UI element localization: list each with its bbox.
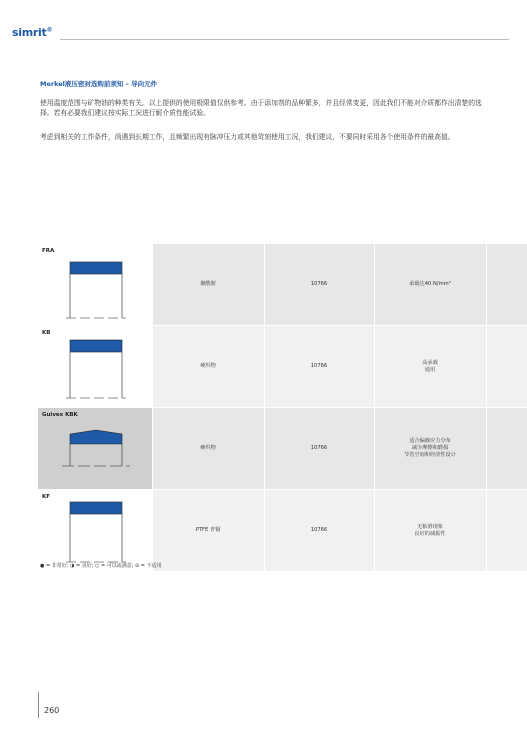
- material-cell: 硬织物: [200, 363, 216, 369]
- profile-diagram-icon: [38, 244, 152, 325]
- material-cell: 硬织物: [200, 445, 216, 451]
- number-cell: 10766: [310, 281, 328, 287]
- profile-cell: [38, 326, 152, 407]
- note-cell: 无粘滑现象 良好的减振性: [414, 523, 446, 537]
- col-divider: [486, 490, 487, 571]
- section-title: Merkel液压密封选购前须知 – 导向元件: [40, 80, 158, 88]
- material-cell: 聚酰胺: [200, 281, 216, 287]
- paragraph-1: 使用温度范围与矿物油的种类有关。以上提供的使用极限值仅供参考。由于添加剂的品种繁多，并且经常变更，因此我们不能对介质都作出清楚的选择。若有必要我们建议按实际工况进行耐介质性能试验。: [40, 99, 482, 117]
- col-divider: [486, 244, 487, 325]
- table-row: [38, 490, 527, 572]
- note-cell: 适合偏载应力分布 减少摩擦和磨损 节省空间和经济性设计: [404, 438, 456, 458]
- profile-diagram-icon: [38, 326, 152, 407]
- table-row: [38, 244, 527, 326]
- table-row: [38, 326, 527, 408]
- footer-rule: [38, 692, 39, 718]
- profile-label: KF: [42, 494, 51, 500]
- guide-element-table: [38, 244, 527, 572]
- profile-cell: [38, 244, 152, 325]
- header-rule: [60, 39, 509, 40]
- number-cell: 10766: [310, 527, 328, 533]
- page-number: 260: [44, 706, 60, 715]
- profile-cell: [38, 490, 152, 571]
- col-divider: [486, 326, 487, 407]
- material-cell: PTFE 青铜: [195, 527, 221, 533]
- table-row: [38, 408, 527, 490]
- profile-label: KB: [42, 330, 51, 336]
- legend: ● = 非常好; ◑ = 良好; ○ = 可以或满意; ⊖ = 不适用: [40, 563, 162, 569]
- profile-label: Guivex KBK: [42, 412, 78, 418]
- note-cell: 承载达40 N/mm²: [409, 281, 451, 287]
- paragraph-2: 考虑到相关的工作条件，尚遇到长期工作，且频繁出现有脉冲压力或其他苛刻使用工况，我们建议，不要同时采用各个使用条件的最高值。: [40, 133, 455, 141]
- profile-cell: [38, 408, 152, 489]
- number-cell: 10766: [310, 445, 328, 451]
- profile-label: FRA: [42, 248, 55, 254]
- number-cell: 10766: [310, 363, 328, 369]
- profile-diagram-icon: [38, 490, 152, 571]
- convex-profile-diagram-icon: [38, 408, 152, 489]
- simrit-logo: simrit®: [12, 26, 53, 39]
- note-cell: 高承载 通用: [422, 359, 438, 373]
- col-divider: [486, 408, 487, 489]
